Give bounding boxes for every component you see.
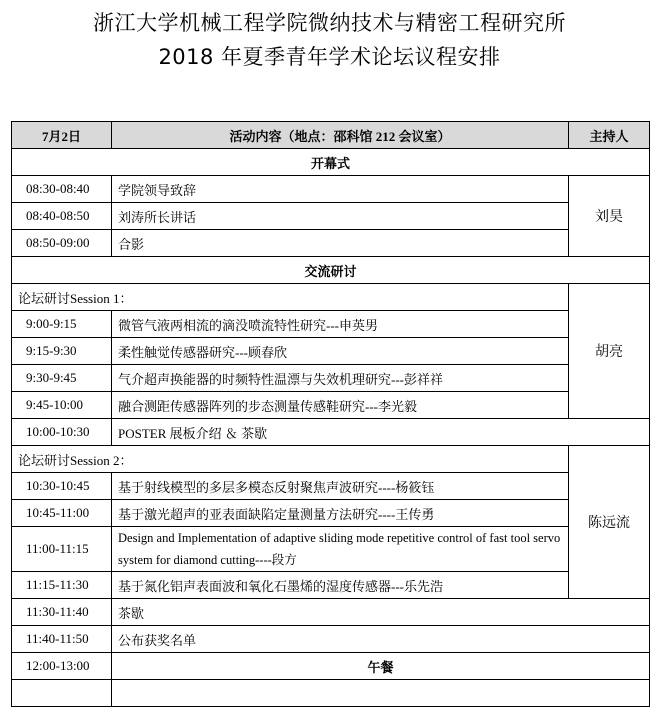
table-row [12,365,650,392]
empty-row [12,680,650,707]
activity-cell: 茶歇 [112,599,650,626]
table-row [12,392,650,419]
session2-label: 论坛研讨Session 2： [12,446,569,473]
section-row [12,257,650,284]
talk-cell: 融合测距传感器阵列的步态测量传感鞋研究---李光毅 [112,392,569,419]
session-label-row [12,446,650,473]
activity-cell: 刘涛所长讲话 [112,203,569,230]
table-row [12,527,650,572]
date-header: 7月2日 [12,122,112,149]
time-cell: 9:15-9:30 [12,338,112,365]
talk-cell: 基于激光超声的亚表面缺陷定量测量方法研究----王传勇 [112,500,569,527]
empty-cell [12,680,112,707]
table-row [12,176,650,203]
time-cell: 11:30-11:40 [12,599,112,626]
table-row [12,653,650,680]
talk-cell: 柔性触觉传感器研究---顾春欣 [112,338,569,365]
activity-cell: 合影 [112,230,569,257]
table-row [12,473,650,500]
host-header: 主持人 [569,122,650,149]
section-row [12,149,650,176]
talk-cell: 气介超声换能器的时频特性温漂与失效机理研究---彭祥祥 [112,365,569,392]
time-cell: 9:30-9:45 [12,365,112,392]
talk-cell: 微管气液两相流的滴没喷流特性研究---申英男 [112,311,569,338]
session1-host: 胡亮 [569,284,650,419]
lunch-cell: 午餐 [112,653,650,680]
table-row [12,311,650,338]
talk-cell: 基于射线模型的多层多模态反射聚焦声波研究----杨筱钰 [112,473,569,500]
talk-cell: Design and Implementation of adaptive sliding mode repetitive control of fast tool servo system for diamond cutting----段方 [112,527,569,572]
time-cell: 11:40-11:50 [12,626,112,653]
time-cell: 9:45-10:00 [12,392,112,419]
talk-cell: 基于氮化铝声表面波和氧化石墨烯的湿度传感器---乐先浩 [112,572,569,599]
content-header: 活动内容（地点：邵科馆 212 会议室） [112,122,569,149]
table-row [12,338,650,365]
activity-cell: 学院领导致辞 [112,176,569,203]
session2-host: 陈远流 [569,446,650,599]
time-cell: 10:45-11:00 [12,500,112,527]
time-cell: 12:00-13:00 [12,653,112,680]
document-title: 浙江大学机械工程学院微纳技术与精密工程研究所 [93,11,566,35]
table-row [12,230,650,257]
opening-title: 开幕式 [12,149,650,176]
session-label-row [12,284,650,311]
activity-cell: 公布获奖名单 [112,626,650,653]
table-row [12,500,650,527]
table-row [12,572,650,599]
time-cell: 08:50-09:00 [12,230,112,257]
document-subtitle: 2018 年夏季青年学术论坛议程安排 [158,45,501,69]
time-cell: 9:00-9:15 [12,311,112,338]
time-cell: 10:00-10:30 [12,419,112,446]
table-row [12,626,650,653]
opening-host: 刘昊 [569,176,650,257]
time-cell: 08:30-08:40 [12,176,112,203]
time-cell: 11:15-11:30 [12,572,112,599]
schedule-table [11,121,650,707]
break-cell: POSTER 展板介绍 ＆ 茶歇 [112,419,650,446]
table-row [12,599,650,626]
session1-label: 论坛研讨Session 1： [12,284,569,311]
time-cell: 11:00-11:15 [12,527,112,572]
exchange-title: 交流研讨 [12,257,650,284]
table-row [12,203,650,230]
time-cell: 08:40-08:50 [12,203,112,230]
time-cell: 10:30-10:45 [12,473,112,500]
header-row [12,122,650,149]
empty-cell [112,680,650,707]
table-row [12,419,650,446]
